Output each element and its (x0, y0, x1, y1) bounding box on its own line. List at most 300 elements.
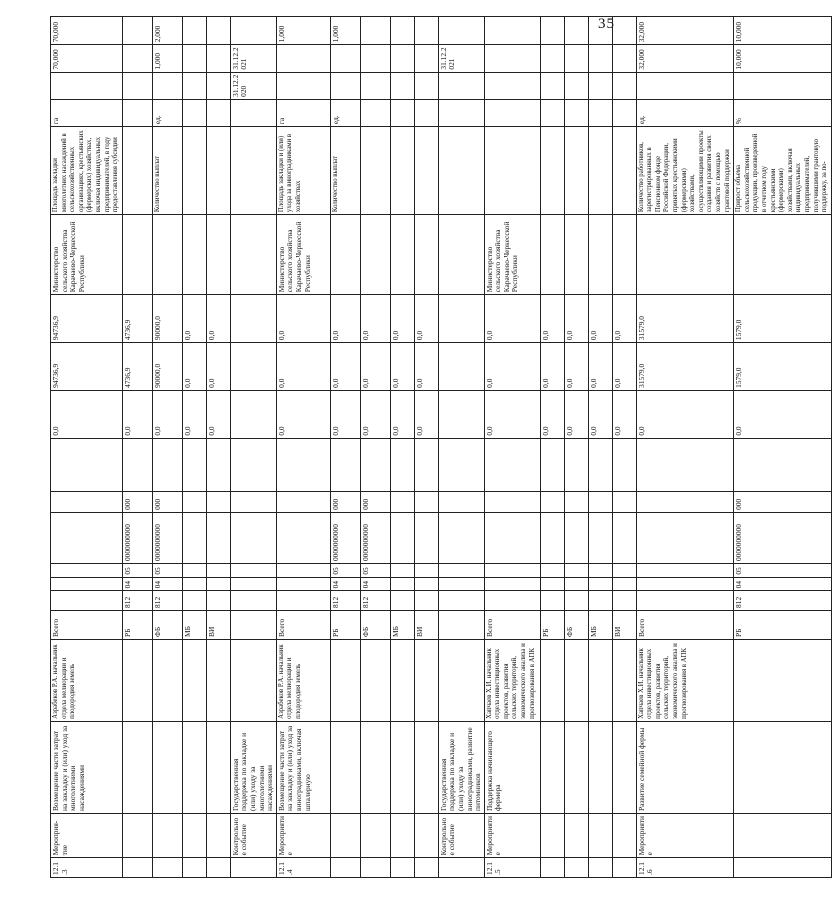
table-cell: 0,0 (390, 390, 414, 438)
table-cell: 0,0 (276, 295, 330, 343)
table-cell: 0,0 (414, 343, 438, 391)
table-cell: 0,0 (182, 343, 206, 391)
table-cell (588, 577, 612, 591)
table-row (414, 17, 438, 878)
table-row (484, 17, 540, 878)
table-cell (540, 564, 564, 578)
table-cell (588, 814, 612, 858)
table-cell (152, 721, 182, 813)
table-cell (564, 591, 588, 611)
table-cell (182, 72, 206, 99)
table-cell (230, 577, 276, 591)
table-cell (636, 492, 734, 512)
table-cell: Министерство сельского хозяйства Карачаево-Черкесской Республики (51, 215, 123, 295)
table-cell (612, 99, 636, 126)
table-cell (438, 99, 484, 126)
table-cell (414, 17, 438, 45)
table-cell: Количество работников, зарегистрированных в Пенсионном фонде Российской Федерации, принятых крестьянскими (фермерскими) хозяйствами, осуществляющими проекты создания и развития своих хозяйств с помощью грантовой поддержки (636, 127, 734, 215)
table-cell (206, 17, 230, 45)
table-cell (438, 72, 484, 99)
table-cell: 0,0 (276, 390, 330, 438)
table-cell: 0,0 (330, 343, 360, 391)
table-cell (484, 512, 540, 563)
table-cell (330, 438, 360, 492)
table-cell (230, 295, 276, 343)
table-cell: 32,000 (636, 45, 734, 72)
table-cell: ВИ (206, 610, 230, 639)
table-cell (360, 858, 390, 878)
table-cell (540, 438, 564, 492)
table-cell: РБ (540, 610, 564, 639)
table-cell (330, 814, 360, 858)
table-cell: ВИ (612, 610, 636, 639)
table-cell: 812 (152, 591, 182, 611)
table-cell (540, 72, 564, 99)
table-cell (182, 438, 206, 492)
table-cell (612, 591, 636, 611)
table-cell (540, 99, 564, 126)
table-cell (276, 72, 330, 99)
table-cell (612, 639, 636, 721)
table-cell (414, 127, 438, 215)
table-cell: 0,0 (390, 295, 414, 343)
table-cell (564, 721, 588, 813)
table-cell: 32,000 (636, 17, 734, 45)
table-cell: 90000,0 (152, 343, 182, 391)
table-cell (360, 639, 390, 721)
table-cell: 000 (330, 492, 360, 512)
table-cell: Мероприятие (636, 814, 734, 858)
table-cell (414, 215, 438, 295)
table-cell (206, 591, 230, 611)
table-cell: 0,0 (484, 343, 540, 391)
table-cell (182, 127, 206, 215)
table-cell (612, 45, 636, 72)
table-cell: Контрольное событие (438, 814, 484, 858)
table-row (51, 17, 123, 878)
table-cell (588, 17, 612, 45)
table-cell (438, 343, 484, 391)
table-cell (438, 215, 484, 295)
table-cell (540, 858, 564, 878)
table-cell (51, 591, 123, 611)
table-cell (360, 99, 390, 126)
table-cell (540, 721, 564, 813)
table-cell (152, 639, 182, 721)
table-cell (484, 72, 540, 99)
table-cell: 000 (152, 492, 182, 512)
table-cell (122, 721, 152, 813)
table-cell (182, 99, 206, 126)
table-cell: 000 (360, 492, 390, 512)
table-cell (564, 814, 588, 858)
table-cell (588, 512, 612, 563)
table-cell (438, 492, 484, 512)
table-cell (182, 591, 206, 611)
table-cell (612, 814, 636, 858)
table-cell (330, 721, 360, 813)
table-cell: 0,0 (564, 343, 588, 391)
table-cell (206, 492, 230, 512)
table-cell (588, 639, 612, 721)
table-cell (734, 814, 832, 858)
table-row (612, 17, 636, 878)
table-cell: Министерство сельского хозяйства Карачаево-Черкесской Республики (276, 215, 330, 295)
table-cell (540, 591, 564, 611)
table-cell: 70,000 (51, 45, 123, 72)
table-cell (152, 438, 182, 492)
table-cell (540, 17, 564, 45)
table-cell: 1579,0 (734, 343, 832, 391)
table-cell (182, 17, 206, 45)
table-row (182, 17, 206, 878)
table-cell (206, 721, 230, 813)
table-cell (734, 72, 832, 99)
table-cell: 0000000000 (330, 512, 360, 563)
table-cell (206, 215, 230, 295)
table-cell (588, 72, 612, 99)
table-cell (484, 127, 540, 215)
table-cell (122, 639, 152, 721)
table-cell (588, 45, 612, 72)
table-cell (330, 72, 360, 99)
table-cell (51, 72, 123, 99)
table-cell: 12.1.4 (276, 858, 330, 878)
table-cell: 05 (152, 564, 182, 578)
table-cell (182, 858, 206, 878)
table-cell: 0,0 (182, 390, 206, 438)
table-cell: 0,0 (330, 295, 360, 343)
table-cell (122, 814, 152, 858)
table-cell: 31579,0 (636, 295, 734, 343)
table-cell: 05 (330, 564, 360, 578)
table-cell (438, 127, 484, 215)
table-cell: Азрабеков Р.А. начальник отдела мелиорации и плодородия земель (276, 639, 330, 721)
table-cell (276, 591, 330, 611)
table-cell: Возмещение части затрат на закладку и (или) уход за виноградниками, включая шпалерную (276, 721, 330, 813)
table-cell: 0,0 (636, 390, 734, 438)
table-cell (360, 721, 390, 813)
table-cell: % (734, 99, 832, 126)
table-cell: Площадь закладки и (или) ухода за виноградниками в хозяйствах (276, 127, 330, 215)
table-row (540, 17, 564, 878)
table-cell: 04 (360, 577, 390, 591)
table-cell (276, 45, 330, 72)
table-cell (360, 215, 390, 295)
table-cell: 0,0 (588, 343, 612, 391)
table-cell: РБ (122, 610, 152, 639)
table-row (152, 17, 182, 878)
table-cell (276, 492, 330, 512)
table-cell (734, 639, 832, 721)
table-cell: 0,0 (484, 390, 540, 438)
table-cell (182, 564, 206, 578)
table-cell: Азрабеков Р.А. начальник отдела мелиорации и плодородия земель (51, 639, 123, 721)
table-cell (51, 512, 123, 563)
table-cell: 0,0 (206, 343, 230, 391)
table-cell (230, 343, 276, 391)
table-cell: 0,0 (330, 390, 360, 438)
table-cell: ед. (152, 99, 182, 126)
table-cell (276, 438, 330, 492)
table-cell: 0000000000 (734, 512, 832, 563)
table-cell (182, 45, 206, 72)
table-cell (414, 492, 438, 512)
table-cell (206, 45, 230, 72)
table-cell: Мероприятие (484, 814, 540, 858)
table-cell: 4736,9 (122, 295, 152, 343)
program-table (50, 16, 832, 878)
table-cell: 1,000 (276, 17, 330, 45)
table-cell (122, 17, 152, 45)
table-cell (612, 858, 636, 878)
table-cell: 0,0 (390, 343, 414, 391)
table-cell (484, 17, 540, 45)
table-cell (206, 577, 230, 591)
table-cell: 94736,9 (51, 343, 123, 391)
table-cell (182, 639, 206, 721)
table-cell: 05 (734, 564, 832, 578)
table-cell: 70,000 (51, 17, 123, 45)
table-cell: 0,0 (206, 295, 230, 343)
table-cell (636, 215, 734, 295)
table-cell (588, 858, 612, 878)
table-cell (230, 591, 276, 611)
table-cell (484, 99, 540, 126)
table-cell (122, 72, 152, 99)
table-cell (230, 215, 276, 295)
table-cell (206, 858, 230, 878)
table-cell: МБ (182, 610, 206, 639)
table-cell (588, 127, 612, 215)
table-cell (612, 577, 636, 591)
table-cell: Министерство сельского хозяйства Карачаево-Черкесской Республики (484, 215, 540, 295)
table-cell (360, 45, 390, 72)
table-cell: Количество выплат (152, 127, 182, 215)
table-cell (414, 858, 438, 878)
table-cell (360, 17, 390, 45)
table-cell (390, 639, 414, 721)
table-cell (390, 45, 414, 72)
table-cell: 05 (122, 564, 152, 578)
table-row (360, 17, 390, 878)
table-cell (360, 438, 390, 492)
table-cell: ВИ (414, 610, 438, 639)
table-cell: 10,000 (734, 45, 832, 72)
table-cell (564, 438, 588, 492)
table-cell (438, 390, 484, 438)
table-cell: Количество выплат (330, 127, 360, 215)
table-cell (390, 99, 414, 126)
table-cell (360, 72, 390, 99)
table-cell (390, 72, 414, 99)
table-cell: ФБ (360, 610, 390, 639)
table-cell (564, 639, 588, 721)
table-cell: 04 (152, 577, 182, 591)
table-cell: 0000000000 (122, 512, 152, 563)
table-cell (230, 564, 276, 578)
table-cell (540, 45, 564, 72)
table-cell: 31.12.2021 (438, 45, 484, 72)
table-cell: 0,0 (414, 295, 438, 343)
table-cell: Всего (276, 610, 330, 639)
table-cell: 0,0 (360, 343, 390, 391)
table-cell: Мероприя-тие (51, 814, 123, 858)
table-cell (564, 564, 588, 578)
table-cell: 0,0 (276, 343, 330, 391)
table-cell: га (276, 99, 330, 126)
table-row (230, 17, 276, 878)
table-cell: 812 (330, 591, 360, 611)
table-cell: 94736,9 (51, 295, 123, 343)
table-cell (152, 72, 182, 99)
table-cell (414, 639, 438, 721)
table-cell: Государственная поддержка по закладке и (или) уходу за многолетними насаждениями (230, 721, 276, 813)
table-cell: Площадь закладки многолетних насаждений в сельскохозяйственных организациях, крестьянских (фермерских) хозяйствах, включая индивидуальных предпринимателей, в году предоставления субсидии (51, 127, 123, 215)
table-cell: 0,0 (206, 390, 230, 438)
table-cell (734, 438, 832, 492)
table-cell: 12.1.3 (51, 858, 123, 878)
table-cell: 31.12.2020 (230, 72, 276, 99)
table-cell (390, 814, 414, 858)
table-cell (636, 577, 734, 591)
table-cell (588, 721, 612, 813)
table-cell: 0,0 (612, 295, 636, 343)
table-cell: Государственная поддержка по закладке и (или) уходу за виноградниками, развитие питомников (438, 721, 484, 813)
table-cell: ед. (330, 99, 360, 126)
table-cell (540, 814, 564, 858)
table-cell (588, 99, 612, 126)
table-cell (734, 215, 832, 295)
table-cell (330, 858, 360, 878)
table-cell (206, 99, 230, 126)
table-cell (51, 492, 123, 512)
table-cell: ФБ (564, 610, 588, 639)
table-cell (390, 577, 414, 591)
table-cell: 0,0 (564, 295, 588, 343)
table-cell (206, 127, 230, 215)
table-cell (564, 577, 588, 591)
table-cell: 4736,9 (122, 343, 152, 391)
table-cell: 0,0 (564, 390, 588, 438)
table-cell (414, 814, 438, 858)
table-cell (612, 438, 636, 492)
table-row (122, 17, 152, 878)
table-cell (612, 512, 636, 563)
table-cell (438, 564, 484, 578)
table-cell: 0,0 (588, 390, 612, 438)
table-cell (206, 564, 230, 578)
table-cell (152, 858, 182, 878)
table-cell: Возмещение части затрат на закладку и (или) уход за многолетними насаждениями (51, 721, 123, 813)
table-cell (484, 45, 540, 72)
table-cell (414, 438, 438, 492)
table-cell (276, 512, 330, 563)
table-row (588, 17, 612, 878)
table-cell (636, 591, 734, 611)
table-cell (230, 127, 276, 215)
table-cell: Мероприятие (276, 814, 330, 858)
table-cell: 0,0 (540, 295, 564, 343)
table-row (564, 17, 588, 878)
table-cell (484, 591, 540, 611)
table-cell (122, 215, 152, 295)
table-cell: 0000000000 (152, 512, 182, 563)
table-cell (390, 858, 414, 878)
table-cell (414, 564, 438, 578)
table-cell (564, 17, 588, 45)
table-cell (564, 72, 588, 99)
table-cell: 0,0 (540, 390, 564, 438)
table-cell (588, 438, 612, 492)
table-row (734, 17, 832, 878)
table-cell (612, 721, 636, 813)
table-cell (414, 591, 438, 611)
table-cell (390, 17, 414, 45)
table-cell (330, 215, 360, 295)
table-cell (414, 45, 438, 72)
table-cell: РБ (330, 610, 360, 639)
table-body (51, 17, 832, 878)
table-cell: Хапчаев Х.И. начальник отдела инвестиционных проектов, развития сельских территорий, экономического анализа и прогнозирования в АПК (636, 639, 734, 721)
table-cell: 0,0 (588, 295, 612, 343)
table-cell (438, 295, 484, 343)
table-cell (484, 438, 540, 492)
table-cell (152, 814, 182, 858)
table-cell (206, 438, 230, 492)
table-cell: 0,0 (612, 343, 636, 391)
table-cell: Прирост объема сельскохозяйственной продукции, произведенной в отчетном году крестьянскими (фермерскими) хозяйствами, включая индивидуальных предпринимателей, получившими грантовую поддержку, за по- (734, 127, 832, 215)
table-cell (122, 858, 152, 878)
table-cell (330, 45, 360, 72)
table-cell (51, 564, 123, 578)
table-cell: 0,0 (540, 343, 564, 391)
table-cell (734, 858, 832, 878)
table-cell (612, 127, 636, 215)
table-cell (390, 564, 414, 578)
table-cell (612, 564, 636, 578)
table-cell (734, 721, 832, 813)
table-cell: 90000,0 (152, 295, 182, 343)
table-cell (636, 438, 734, 492)
table-cell (182, 512, 206, 563)
table-cell (390, 512, 414, 563)
table-cell (564, 45, 588, 72)
table-cell: ед. (636, 99, 734, 126)
table-cell (390, 591, 414, 611)
table-cell (438, 512, 484, 563)
table-cell (564, 215, 588, 295)
table-cell (414, 512, 438, 563)
table-cell (182, 492, 206, 512)
table-cell (636, 72, 734, 99)
table-cell: РБ (734, 610, 832, 639)
table-cell: Контрольное событие (230, 814, 276, 858)
table-row (438, 17, 484, 878)
table-cell: 10,000 (734, 17, 832, 45)
table-row (636, 17, 734, 878)
table-cell (360, 127, 390, 215)
table-cell: 0,0 (734, 390, 832, 438)
table-cell (564, 512, 588, 563)
table-cell (438, 610, 484, 639)
table-cell: 1579,0 (734, 295, 832, 343)
table-cell: 000 (122, 492, 152, 512)
table-cell: 0,0 (152, 390, 182, 438)
table-cell (360, 814, 390, 858)
table-cell: 812 (122, 591, 152, 611)
table-cell: 0,0 (612, 390, 636, 438)
